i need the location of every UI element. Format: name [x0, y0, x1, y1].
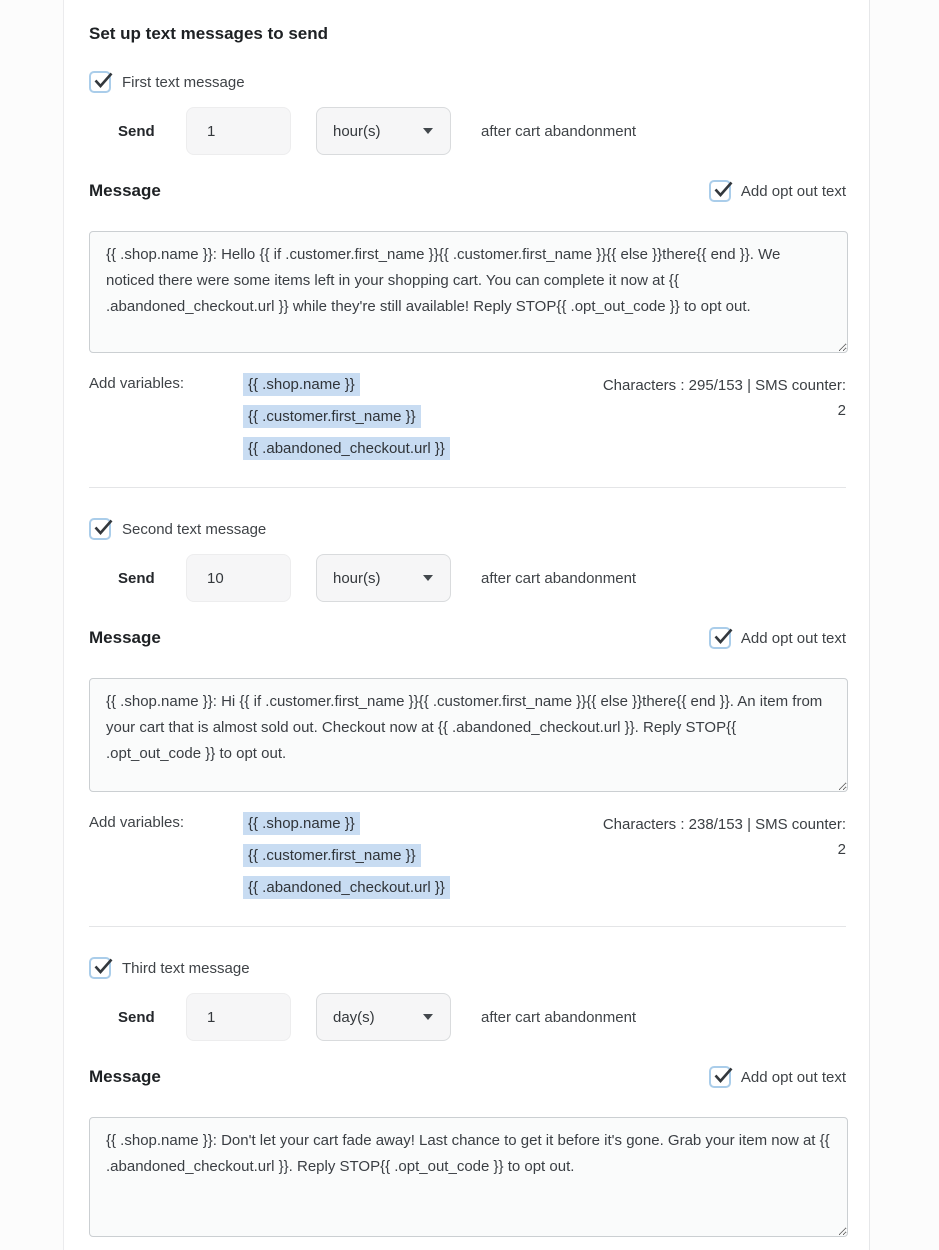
message-textarea[interactable]	[89, 1117, 848, 1237]
opt-out-label: Add opt out text	[740, 629, 846, 647]
opt-out-group	[709, 627, 846, 649]
add-variables-label: Add variables:	[89, 375, 185, 392]
settings-card	[63, 0, 870, 1250]
variable-chip-list	[243, 812, 450, 899]
delay-value-input[interactable]	[186, 554, 291, 602]
enable-message-label: Second text message	[122, 520, 267, 538]
opt-out-group	[709, 1066, 846, 1088]
send-label: Send	[118, 1008, 155, 1026]
delay-value-input[interactable]	[186, 993, 291, 1041]
enable-message-checkbox[interactable]	[89, 71, 111, 93]
message-textarea[interactable]	[89, 231, 848, 353]
variable-chip-shop-name[interactable]: {{ .shop.name }}	[243, 812, 360, 835]
message-heading: Message	[89, 1067, 161, 1086]
opt-out-label: Add opt out text	[740, 1068, 846, 1086]
chevron-down-icon	[423, 128, 433, 134]
add-variables-label: Add variables:	[89, 814, 185, 831]
sms-counter	[603, 812, 846, 862]
sms-counter-value: 2	[837, 402, 846, 419]
variable-chip-list	[243, 373, 450, 460]
after-cart-abandonment-label: after cart abandonment	[481, 1008, 637, 1026]
delay-unit-value: hour(s)	[333, 569, 381, 587]
opt-out-label: Add opt out text	[740, 182, 846, 200]
chevron-down-icon	[423, 1014, 433, 1020]
opt-out-checkbox[interactable]	[709, 627, 731, 649]
delay-unit-select[interactable]	[316, 993, 451, 1041]
enable-message-label: Third text message	[122, 959, 250, 977]
variable-chip-first-name[interactable]: {{ .customer.first_name }}	[243, 844, 421, 867]
message-section-first	[89, 71, 846, 488]
character-count-text: Characters : 295/153 | SMS counter:	[602, 377, 846, 394]
enable-message-label: First text message	[122, 73, 245, 91]
send-label: Send	[118, 569, 155, 587]
message-section-third	[89, 957, 846, 1237]
delay-unit-value: day(s)	[333, 1008, 375, 1026]
opt-out-checkbox[interactable]	[709, 1066, 731, 1088]
variable-chip-shop-name[interactable]: {{ .shop.name }}	[243, 373, 360, 396]
variable-chip-first-name[interactable]: {{ .customer.first_name }}	[243, 405, 421, 428]
variable-chip-checkout-url[interactable]: {{ .abandoned_checkout.url }}	[243, 876, 450, 899]
page-title: Set up text messages to send	[89, 24, 329, 43]
opt-out-group	[709, 180, 846, 202]
section-divider	[89, 926, 846, 927]
message-textarea[interactable]	[89, 678, 848, 792]
section-divider	[89, 487, 846, 488]
character-count-text: Characters : 238/153 | SMS counter:	[602, 816, 846, 833]
delay-value-input[interactable]	[186, 107, 291, 155]
message-heading: Message	[89, 181, 161, 200]
sms-counter	[603, 373, 846, 423]
variable-chip-checkout-url[interactable]: {{ .abandoned_checkout.url }}	[243, 437, 450, 460]
enable-message-checkbox[interactable]	[89, 957, 111, 979]
delay-unit-select[interactable]	[316, 107, 451, 155]
send-label: Send	[118, 122, 155, 140]
after-cart-abandonment-label: after cart abandonment	[481, 122, 637, 140]
delay-unit-select[interactable]	[316, 554, 451, 602]
delay-unit-value: hour(s)	[333, 122, 381, 140]
opt-out-checkbox[interactable]	[709, 180, 731, 202]
sms-counter-value: 2	[837, 841, 846, 858]
message-heading: Message	[89, 628, 161, 647]
enable-message-checkbox[interactable]	[89, 518, 111, 540]
chevron-down-icon	[423, 575, 433, 581]
after-cart-abandonment-label: after cart abandonment	[481, 569, 637, 587]
message-section-second	[89, 518, 846, 927]
